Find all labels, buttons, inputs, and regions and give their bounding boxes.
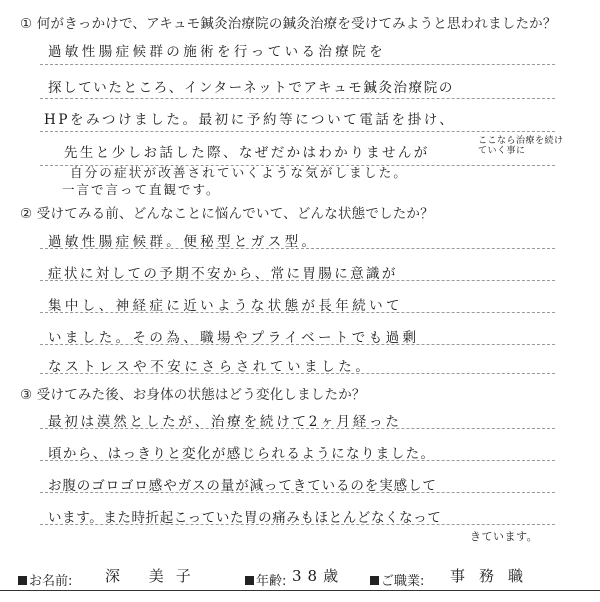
- answer-1-line-1: 過敏性腸症候群の施術を行っている治療院を: [48, 44, 386, 60]
- footer-rule: [0, 590, 600, 591]
- answer-3-line-1: 最初は漠然としたが、治療を続けて2ヶ月経った: [48, 414, 402, 430]
- bullet-square-icon: [18, 576, 27, 585]
- question-3: ③ 受けてみた後、お身体の状態はどう変化しましたか？: [20, 387, 366, 403]
- answer-3-line-5: きています。: [470, 530, 539, 543]
- answer-2-line-5: なストレスや不安にさらされていました。: [48, 359, 373, 375]
- bullet-square-icon: [245, 576, 254, 585]
- answer-3-line-4: います。また時折起こっていた胃の痛みもほとんどなくなって: [48, 510, 442, 526]
- answer-1-line-6: 一言で言って直観です。: [62, 182, 221, 197]
- name-label: お名前:: [18, 570, 72, 589]
- question-2: ② 受けてみる前、どんなことに悩んでいて、どんな状態でしたか？: [20, 206, 434, 222]
- answer-1-line-3: HPをみつけました。最初に予約等について電話を掛け、: [44, 112, 456, 128]
- occupation-value: 事務職: [450, 567, 538, 585]
- name-value: 深 美子: [105, 567, 203, 585]
- answer-3-line-2: 頃から、はっきりと変化が感じられるようになりました。: [48, 446, 436, 462]
- answer-1-line-2: 探していたところ、インターネットでアキュモ鍼灸治療院の: [48, 80, 454, 96]
- answer-1-line-4: 先生と少しお話した際、なぜだかはわかりませんが: [64, 145, 430, 161]
- age-value: 38歳: [292, 567, 345, 585]
- answer-1-line-5: 自分の症状が改善されていくような気がしました。: [70, 165, 409, 180]
- answer-2-line-1: 過敏性腸症候群。便秘型とガス型。: [48, 234, 319, 250]
- answer-2-line-3: 集中し、神経症に近いような状態が長年続いて: [48, 298, 403, 314]
- answer-2-line-4: いました。その為、職場やプライベートでも過剰: [48, 330, 420, 346]
- answer-1-side-note: ここなら治療を続けていく事に: [478, 136, 564, 156]
- answer-2-line-2: 症状に対しての予期不安から、常に胃腸に意識が: [48, 266, 398, 282]
- occupation-label: ご職業:: [370, 570, 424, 589]
- bullet-square-icon: [370, 576, 379, 585]
- question-1: ① 何がきっかけで、アキュモ鍼灸治療院の鍼灸治療を受けてみようと思われましたか？: [20, 16, 557, 32]
- age-label: 年齢:: [245, 570, 286, 589]
- answer-3-line-3: お腹のゴロゴロ感やガスの量が減ってきているのを実感して: [48, 478, 437, 494]
